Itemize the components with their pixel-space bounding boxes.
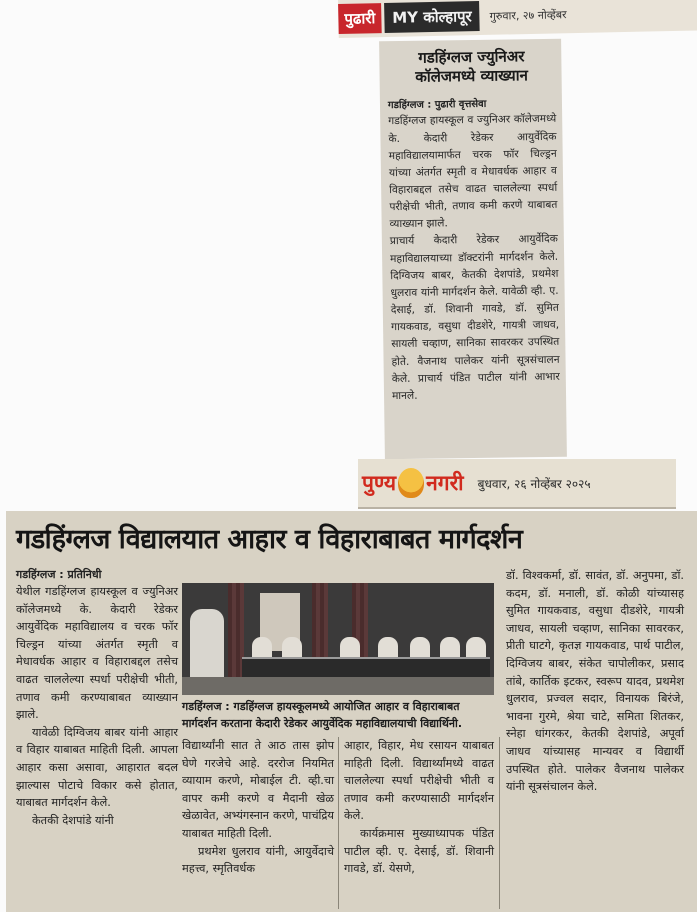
article-paragraph: कार्यक्रमास मुख्याध्यापक पंडित पाटील व्ही. ए. देसाई, डॉ. शिवानी गावडे, डॉ. येसणे, <box>344 827 494 876</box>
photo-caption: गडहिंग्लज : गडहिंग्लज हायस्कूलमध्ये आयोजित आहार व विहाराबाबत मार्गदर्शन करताना केदारी रेडेकर आयुर्वेदिक महाविद्यालयाची विद्यार्थिनी. <box>182 700 463 730</box>
column-divider <box>338 737 339 909</box>
pudhari-byline: गडहिंग्लज : पुढारी वृत्तसेवा <box>387 99 487 112</box>
article-paragraph: यावेळी दिग्विजय बाबर यांनी आहार व विहार याबाबत माहिती दिली. आपला आहार कसा असावा, आहारात बदल झाल्यास पोटाचे विकार कसे होतात, याबाबत मार्गदर्शन केले. <box>16 725 178 810</box>
stage-floor <box>182 677 494 695</box>
ganesh-icon <box>398 468 424 498</box>
event-photo <box>182 583 494 695</box>
seated-person <box>440 637 460 659</box>
seated-person <box>282 637 302 659</box>
article-column-a <box>182 737 334 878</box>
seated-person <box>410 637 430 659</box>
punya-nagari-logo <box>358 468 464 498</box>
column-divider <box>499 737 500 909</box>
punya-headline: गडहिंग्लज विद्यालयात आहार व विहाराबाबत मार्गदर्शन <box>16 524 523 555</box>
punya-nagari-date: बुधवार, २६ नोव्हेंबर २०२५ <box>477 476 591 491</box>
pudhari-masthead <box>338 0 697 38</box>
logo-word-left: पुण्य <box>362 471 397 495</box>
seated-person <box>252 637 272 659</box>
stage-table <box>242 657 490 677</box>
article-column-right <box>506 567 684 796</box>
punya-nagari-masthead <box>358 459 676 509</box>
pudhari-section-label: MY कोल्हापूर <box>384 1 480 33</box>
article-paragraph: केतकी देशपांडे यांनी <box>32 813 114 827</box>
pudhari-logo: पुढारी <box>338 3 381 34</box>
article-paragraph: डॉ. विश्वकर्मा, डॉ. सावंत, डॉ. अनुपमा, डॉ. कदम, डॉ. मनाली, डॉ. कोळी यांच्यासह सुमित गायकवाड, वसुधा दीडशेरे, गायत्री जाधव, सायली चव्हाण, सानिका सावरकर, प्रीती घाटगे, कृतज्ञ गायकवाड, पार्थ पाटील, दिग्विजय बाबर, संकेत चापोलीकर, प्रसाद तांबे, कार्तिक इटकर, स्वरूप यादव, प्रथमेश धुलराव, प्रज्वल सदार, विनायक बिरंजे, भावना गुरमे, श्रेया चाटे, समिता शितकर, स्नेहा धांगरकर, केतकी देशपांडे, अपूर्वा जाधव यांच्यासह मान्यवर व विद्यार्थी उपस्थित होते. पालेकर वैजनाथ पालेकर यांनी सूत्रसंचालन केले. <box>506 569 684 794</box>
punya-nagari-article <box>6 511 697 912</box>
article-column-left <box>16 567 178 830</box>
seated-person <box>466 637 486 659</box>
speaker-figure <box>190 609 224 681</box>
seated-person <box>340 637 360 659</box>
pudhari-paragraph: गडहिंग्लज हायस्कूल व ज्युनिअर कॉलेजमध्ये के. केदारी रेडेकर आयुर्वेदिक महाविद्यालयामार्फत चरक फॉर चिल्ड्रन यांच्या अंतर्गत स्मृती व मेधावर्धक आहार व विहाराबद्दल तसेच वाढत चाललेल्या स्पर्धा परीक्षेची भीती, तणाव कमी करणे याबाबत व्याख्यान झाले. <box>388 113 558 231</box>
article-paragraph: आहार, विहार, मेध रसायन याबाबत माहिती दिली. विद्यार्थ्यांमध्ये वाढत चाललेल्या स्पर्धा परीक्षेची भीती व तणाव कमी करण्यासाठी मार्गदर्शन केले. <box>344 739 494 823</box>
pudhari-paragraph: प्राचार्य केदारी रेडेकर आयुर्वेदिक महाविद्यालयाच्या डॉक्टरांनी मार्गदर्शन केले. दिग्विजय बाबर, केतकी देशपांडे, प्रथमेश धुलराव यांनी मार्गदर्शन केले. यावेळी व्ही. ए. देसाई, डॉ. शिवानी गावडे, डॉ. सुमित गायकवाड, वसुधा दीडशेरे, गायत्री जाधव, सायली चव्हाण, सानिका सावरकर उपस्थित होते. वैजनाथ पालेकर यांनी सूत्रसंचालन केले. प्राचार्य पंडित पाटील यांनी आभार मानले. <box>389 233 560 403</box>
article-paragraph: प्रथमेश धुलराव यांनी, आयुर्वेदाचे महत्त्व, स्मृतिवर्धक <box>182 844 334 876</box>
article-column-b <box>344 737 494 878</box>
pudhari-headline: गडहिंग्लज ज्युनिअर कॉलेजमध्ये व्याख्यान <box>415 47 529 86</box>
pudhari-date: गुरुवार, २७ नोव्हेंबर <box>489 7 567 23</box>
article-paragraph: विद्यार्थ्यांनी सात ते आठ तास झोप घेणे गरजेचे आहे. दररोज नियमित व्यायाम करणे, मोबाईल टी. व्ही.चा वापर कमी करणे व मैदानी खेळ खेळावेत, अभ्यंगस्नान करणे, पाचंद्रिय याबाबत माहिती दिली. <box>182 739 334 841</box>
pudhari-article <box>379 39 567 460</box>
logo-word-right: नगरी <box>426 471 464 495</box>
seated-person <box>378 637 398 659</box>
article-paragraph: येथील गडहिंग्लज हायस्कूल व ज्युनिअर कॉलेजमध्ये के. केदारी रेडेकर आयुर्वेदिक महाविद्यालय व चरक फॉर चिल्ड्रन यांच्या अंतर्गत स्मृती व मेधावर्धक आहार व विहाराबद्दल तसेच वाढत चाललेल्या स्पर्धा परीक्षेची भीती, तणाव कमी करण्याबाबत व्याख्यान झाले. <box>16 585 178 722</box>
punya-byline: गडहिंग्लज : प्रतिनिधी <box>16 568 102 581</box>
